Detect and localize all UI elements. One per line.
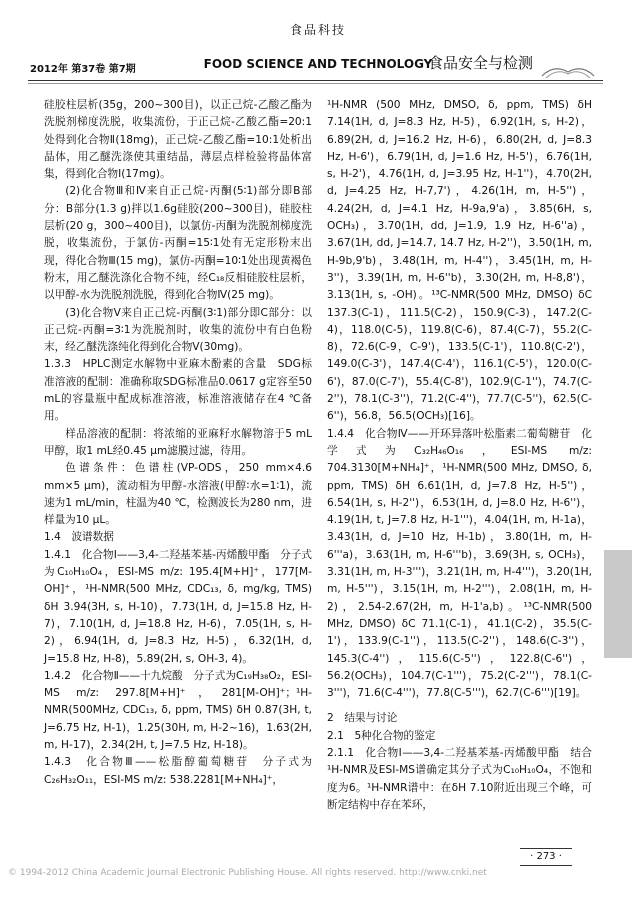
year-issue: 2012年 第37卷 第7期 bbox=[30, 64, 136, 75]
paragraph: (2)化合物Ⅲ和Ⅳ来自正己烷-丙酮(5∶1)部分即B部分：B部分(1.3 g)拌以1.6g硅胶(200~300目)，硅胶柱层析(20 g，300~400目)，以氯仿-丙酮为洗脱剂梯度洗脱，收集流份，于氯仿-丙酮=15∶1处有无定形粉末出现，得化合物Ⅲ(15 mg)，氯仿-丙酮=10∶1处出现黄褐色粉末，用乙醚洗涤化合物不纯，经C₁₈反相硅胶柱层析，以甲醇-水为洗脱剂洗脱，得到化合物Ⅳ(25 mg)。 bbox=[44, 185, 312, 302]
header-rule-thin bbox=[28, 83, 603, 84]
paragraph: 1.4.2 化合物Ⅱ——十九烷酸 分子式为C₁₉H₃₈O₂，ESI-MS m/z: 297.8[M+H]⁺，281[M-OH]⁺；¹H-NMR(500MHz, CDC₁₃, δ, ppm, TMS) δH 0.87(3H, t, J=6.75 Hz, H-1)，1.25(30H, m, H-2~16)，1.63(2H, m, H-17)，2.34(2H, t, J=7.5 Hz, H-18)。 bbox=[44, 669, 312, 751]
section-heading: 1.4 波谱数据 bbox=[44, 531, 114, 544]
header-rule bbox=[28, 80, 603, 81]
journal-title-en: FOOD SCIENCE AND TECHNOLOGY bbox=[203, 57, 433, 71]
paragraph: 1.3.3 HPLC测定水解物中亚麻木酚素的含量 SDG标准溶液的配制：准确称取SDG标准品0.0617 g定容至50 mL的容量瓶中配成标准溶液，标准溶液储存在4 ℃备用。 bbox=[44, 358, 312, 423]
paragraph: 1.4.3 化合物Ⅲ——松脂醇葡萄糖苷 分子式为C₂₆H₃₂O₁₁，ESI-MS m/z: 538.2281[M+NH₄]⁺， bbox=[44, 756, 312, 786]
left-column bbox=[44, 97, 312, 789]
paragraph: 1.4.4 化合物Ⅳ——开环异落叶松脂素二葡萄糖苷 化学式为C₃₂H₄₆O₁₆，ESI-MS m/z: 704.3130[M+NH₄]⁺，¹H-NMR(500 MHz, DMSO, δ, ppm, TMS) δH 6.61(1H, d, J=7.8 Hz, H-5'')，6.54(1H, s, H-2'')，6.53(1H, d, J=8.0 Hz, H-6'')，4.19(1H, t, J=7.8 Hz, H-1''')，4.04(1H, m, H-1a)，3.43(1H, d, J=10 Hz, H-1b)，3.80(1H, m, H-6'''a)，3.63(1H, m, H-6'''b)，3.69(3H, s, OCH₃)，3.31(1H, m, H-3''')，3.21(1H, m, H-4''')，3.20(1H, m, H-5''')，3.15(1H, m, H-2''')，2.08(1H, m, H-2)，2.54-2.67(2H, m, H-1'a,b)。¹³C-NMR(500 MHz, DMSO) δC 71.1(C-1)，41.1(C-2)，35.5(C-1')，133.9(C-1'')，113.5(C-2'')，148.6(C-3'')，145.3(C-4'')，115.6(C-5'')，122.8(C-6'')，56.2(OCH₃)，104.7(C-1''')，75.2(C-2''')，78.1(C-3''')，71.6(C-4''')，77.8(C-5''')，62.7(C-6''')[19]。 bbox=[327, 427, 592, 700]
paragraph: (3)化合物Ⅴ来自正己烷-丙酮(3∶1)部分即C部分：以正己烷-丙酮=3∶1为洗脱剂时，收集的流份中有白色粉末，经乙醚洗涤纯化得到化合物Ⅴ(30mg)。 bbox=[44, 306, 312, 354]
paragraph: 1.4.1 化合物Ⅰ——3,4-二羟基苯基-丙烯酸甲酯 分子式为C₁₀H₁₀O₄，ESI-MS m/z: 195.4[M+H]⁺，177[M-OH]⁺，¹H-NMR(500 MHz, CDC₁₃, δ, mg/kg, TMS) δH 3.94(3H, s, H-10)，7.73(1H, d, J=15.8 Hz, H-7)，7.10(1H, d, J=18.8 Hz, H-6)，7.05(1H, s, H-2)，6.94(1H, d, J=8.3 Hz, H-5)，6.32(1H, d, J=15.8 Hz, H-8)，5.89(2H, s, OH-3, 4)。 bbox=[44, 548, 312, 665]
paragraph: 色谱条件：色谱柱(VP-ODS，250 mm×4.6 mm×5 μm)，流动相为甲醇-水溶液(甲醇∶水=1∶1)，流速为1 mL/min，柱温为40 ℃，检测波长为280 nm，进样量为10 μL。 bbox=[44, 462, 312, 527]
journal-title-cn: 食品科技 bbox=[289, 23, 346, 37]
page-number: · 273 · bbox=[520, 848, 572, 866]
paragraph: 硅胶柱层析(35g，200~300目)，以正己烷-乙酸乙酯为洗脱剂梯度洗脱，收集流份，于正己烷-乙酸乙酯=20:1处得到化合物Ⅱ(18mg)，正己烷-乙酸乙酯=10:1处析出晶体，用乙醚洗涤使其重结晶，薄层点样检验将晶体富集，得到化合物Ⅰ(17mg)。 bbox=[44, 99, 312, 181]
side-tab-marker bbox=[604, 550, 632, 658]
section-heading: 2 结果与讨论 bbox=[327, 712, 398, 725]
paragraph bbox=[327, 702, 592, 710]
right-column bbox=[327, 97, 592, 814]
copyright-footer: © 1994-2012 China Academic Journal Electronic Publishing House. All rights reserved. http://www.cnki.net bbox=[8, 868, 487, 878]
paragraph: ¹H-NMR (500 MHz, DMSO, δ, ppm, TMS) δH 7.14(1H, d, J=8.3 Hz, H-5)，6.92(1H, s, H-2)，6.89(2H, d, J=16.2 Hz, H-6)，6.80(2H, d, J=8.3 Hz, H-6')，6.79(1H, d, J=1.6 Hz, H-5')，6.76(1H, s, H-2')，4.76(1H, d, J=3.95 Hz, H-1'')，4.70(2H, d, J=4.25 Hz, H-7,7')，4.26(1H, m, H-5'')，4.24(2H, d, J=4.1 Hz, H-9a,9'a)，3.85(6H, s, OCH₃)，3.70(1H, dd, J=1.9, 1.9 Hz, H-6''a)，3.67(1H, dd, J=14.7, 14.7 Hz, H-2'')，3.50(1H, m, H-9b,9'b)，3.48(1H, m, H-4'')，3.45(1H, m, H-3'')，3.39(1H, m, H-6''b)，3.30(2H, m, H-8,8')，3.13(1H, s, -OH)。¹³C-NMR(500 MHz, DMSO) δC 137.3(C-1)，111.5(C-2)，150.9(C-3)，147.2(C-4)，118.0(C-5)，119.8(C-6)，87.4(C-7)，55.2(C-8)，72.6(C-9，C-9')，133.5(C-1')，110.8(C-2')，149.0(C-3')，147.4(C-4')，116.1(C-5')，120.0(C-6')，87.0(C-7')，55.4(C-8')，102.9(C-1'')，74.7(C-2'')，78.1(C-3'')，71.2(C-4'')，77.7(C-5'')，62.5(C-6'')，56.8，56.5(OCH₃)[16]。 bbox=[327, 99, 592, 423]
section-title: 食品安全与检测 bbox=[428, 54, 534, 72]
book-ornament-icon bbox=[540, 58, 596, 80]
paragraph: 样品溶液的配制：将浓缩的亚麻籽水解物溶于5 mL甲醇，取1 mL经0.45 μm滤膜过滤，待用。 bbox=[44, 427, 312, 457]
paragraph: 2.1.1 化合物Ⅰ——3,4-二羟基苯基-丙烯酸甲酯 结合¹H-NMR及ESI-MS谱确定其分子式为C₁₀H₁₀O₄，不饱和度为6。¹H-NMR谱中：在δH 7.10附近出现三个峰，可断定结构中存在苯环， bbox=[327, 746, 592, 811]
section-heading: 2.1 5种化合物的鉴定 bbox=[327, 729, 436, 742]
